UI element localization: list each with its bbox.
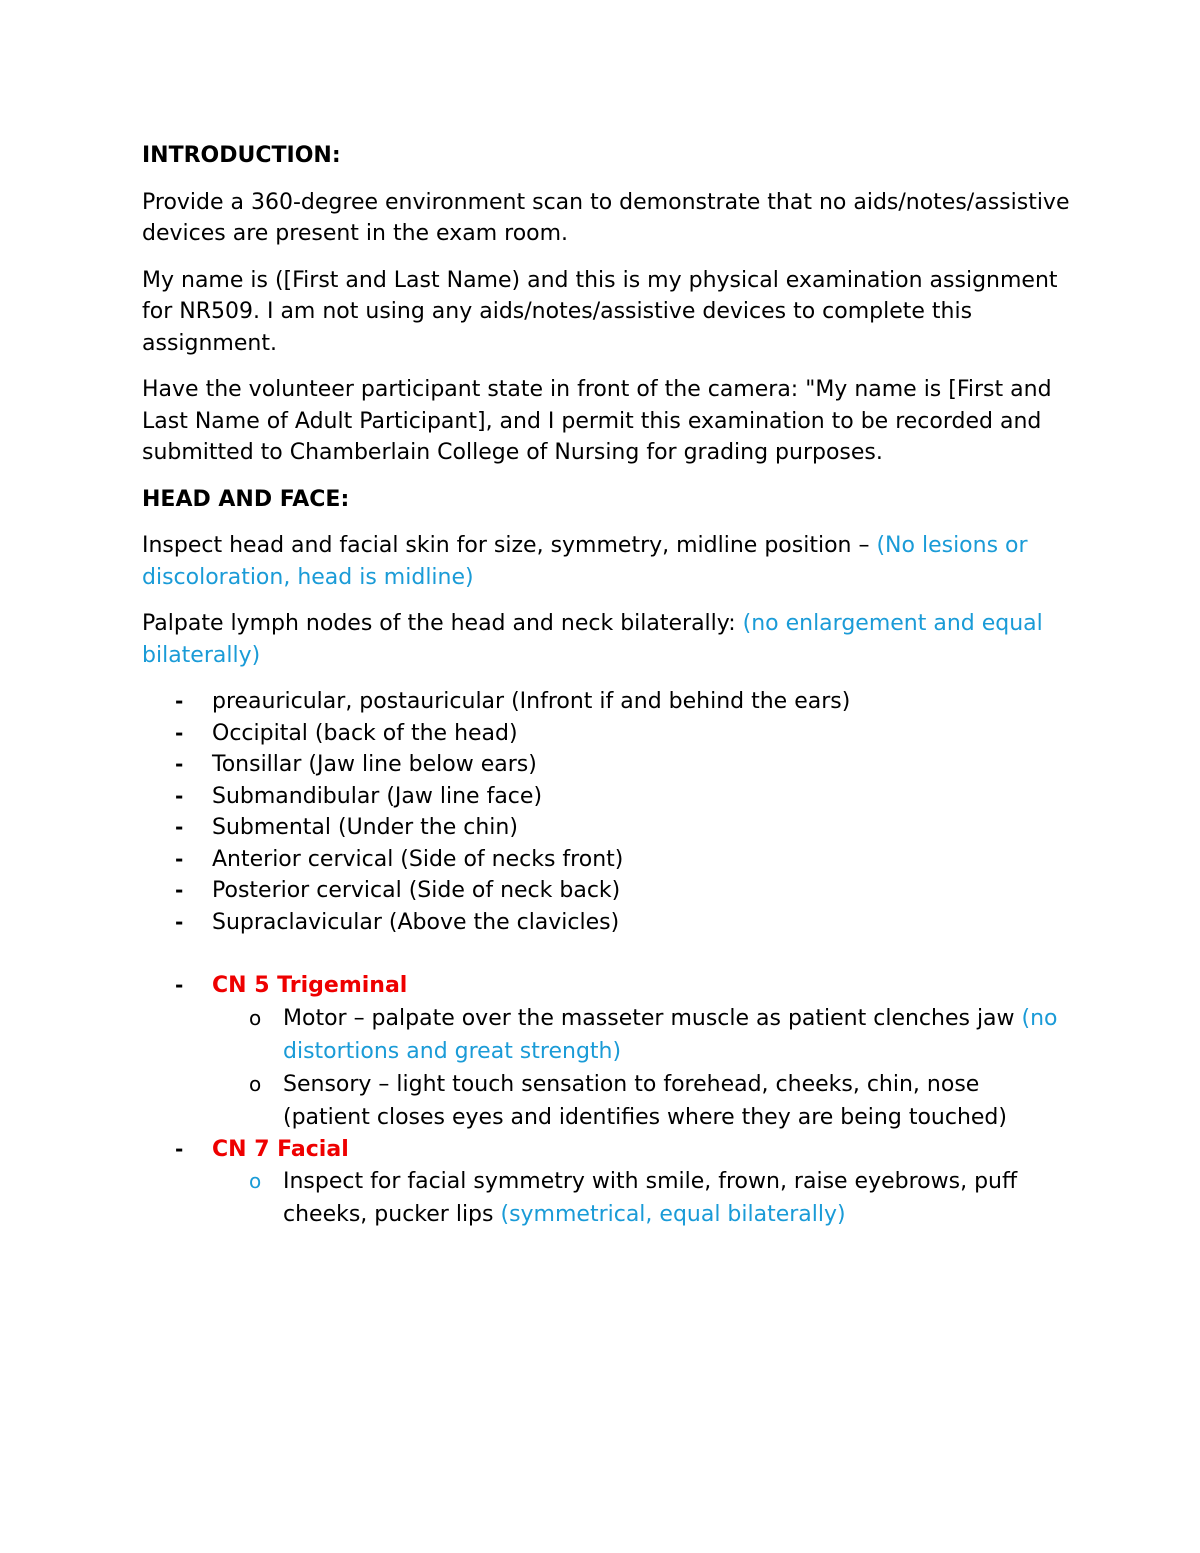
dash-bullet: - bbox=[175, 752, 184, 776]
introduction-heading: INTRODUCTION: bbox=[142, 143, 341, 168]
cn5-item bbox=[142, 970, 1070, 1002]
list-item bbox=[142, 875, 1070, 907]
lymph-node-label: Supraclavicular (Above the clavicles) bbox=[212, 909, 620, 935]
dash-bullet: - bbox=[175, 909, 184, 934]
cn7-sub-list bbox=[142, 1165, 1070, 1231]
list-item bbox=[142, 844, 1070, 876]
lymph-node-label: Posterior cervical (Side of neck back) bbox=[212, 878, 621, 903]
lymph-node-label: Submandibular (Jaw line face) bbox=[212, 783, 543, 809]
inspect-head-text: Inspect head and facial skin for size, symmetry, midline position – bbox=[142, 533, 877, 558]
list-item bbox=[142, 749, 1070, 781]
dash-bullet: - bbox=[175, 846, 184, 871]
cn7-item bbox=[142, 1134, 1070, 1166]
dash-bullet: - bbox=[175, 878, 184, 902]
cn7-inspect-text: Inspect for facial symmetry with smile, frown, raise eyebrows, puff cheeks, pucker lips bbox=[283, 1169, 1018, 1227]
intro-paragraph-participant-consent: Have the volunteer participant state in front of the camera: "My name is [First and Last Name of Adult Participant], and I permit this examination to be recorded and submitted to Chamberlain College of Nursing for grading purposes. bbox=[142, 377, 1052, 465]
list-item bbox=[142, 907, 1070, 939]
lymph-node-label: Anterior cervical (Side of necks front) bbox=[212, 846, 624, 872]
inspect-head-finding: (No lesions or discoloration, head is midline) bbox=[142, 533, 1028, 590]
cn5-sensory-item bbox=[142, 1068, 1070, 1134]
cranial-nerve-list-2 bbox=[142, 1134, 1070, 1166]
spacer bbox=[142, 938, 1070, 970]
dash-bullet: - bbox=[175, 1136, 184, 1161]
cn5-title: CN 5 Trigeminal bbox=[212, 973, 408, 998]
palpate-lymph-finding: (no enlargement and equal bilaterally) bbox=[142, 611, 1043, 668]
inspect-head-paragraph bbox=[142, 530, 1070, 593]
dash-bullet: - bbox=[175, 973, 184, 997]
dash-bullet: - bbox=[175, 689, 184, 713]
palpate-lymph-paragraph bbox=[142, 608, 1070, 671]
intro-paragraph-name-statement: My name is ([First and Last Name) and this is my physical examination assignment for NR509. I am not using any aids/notes/assistive devices to complete this assignment. bbox=[142, 267, 1058, 356]
head-and-face-heading: HEAD AND FACE: bbox=[142, 486, 350, 512]
dash-bullet: - bbox=[175, 720, 184, 745]
lymph-node-label: preauricular, postauricular (Infront if and behind the ears) bbox=[212, 689, 851, 714]
circle-bullet: o bbox=[249, 1005, 262, 1030]
lymph-node-label: Occipital (back of the head) bbox=[212, 720, 518, 746]
cn5-sub-list bbox=[142, 1002, 1070, 1134]
lymph-node-label: Tonsillar (Jaw line below ears) bbox=[212, 752, 537, 777]
dash-bullet: - bbox=[175, 815, 184, 839]
cn5-motor-text: Motor – palpate over the masseter muscle as patient clenches jaw bbox=[283, 1005, 1022, 1031]
cn7-title: CN 7 Facial bbox=[212, 1136, 349, 1162]
circle-bullet: o bbox=[249, 1071, 262, 1096]
cranial-nerve-list bbox=[142, 970, 1070, 1002]
lymph-node-label: Submental (Under the chin) bbox=[212, 815, 518, 840]
intro-paragraph-environment-scan: Provide a 360-degree environment scan to demonstrate that no aids/notes/assistive devices are present in the exam room. bbox=[142, 189, 1070, 246]
cn5-motor-finding: (no distortions and great strength) bbox=[283, 1005, 1058, 1064]
lymph-node-list bbox=[142, 686, 1070, 938]
dash-bullet: - bbox=[175, 783, 184, 808]
cn5-motor-item bbox=[142, 1002, 1070, 1068]
circle-bullet: o bbox=[249, 1169, 262, 1193]
palpate-lymph-text: Palpate lymph nodes of the head and neck bilaterally: bbox=[142, 611, 743, 636]
cn5-sensory-text: Sensory – light touch sensation to forehead, cheeks, chin, nose (patient closes eyes and identifies where they are being touched) bbox=[283, 1071, 1007, 1130]
list-item bbox=[142, 686, 1070, 718]
cn7-inspect-finding: (symmetrical, equal bilaterally) bbox=[500, 1202, 846, 1227]
cn7-inspect-item bbox=[142, 1165, 1070, 1231]
list-item bbox=[142, 718, 1070, 750]
list-item bbox=[142, 781, 1070, 813]
list-item bbox=[142, 812, 1070, 844]
